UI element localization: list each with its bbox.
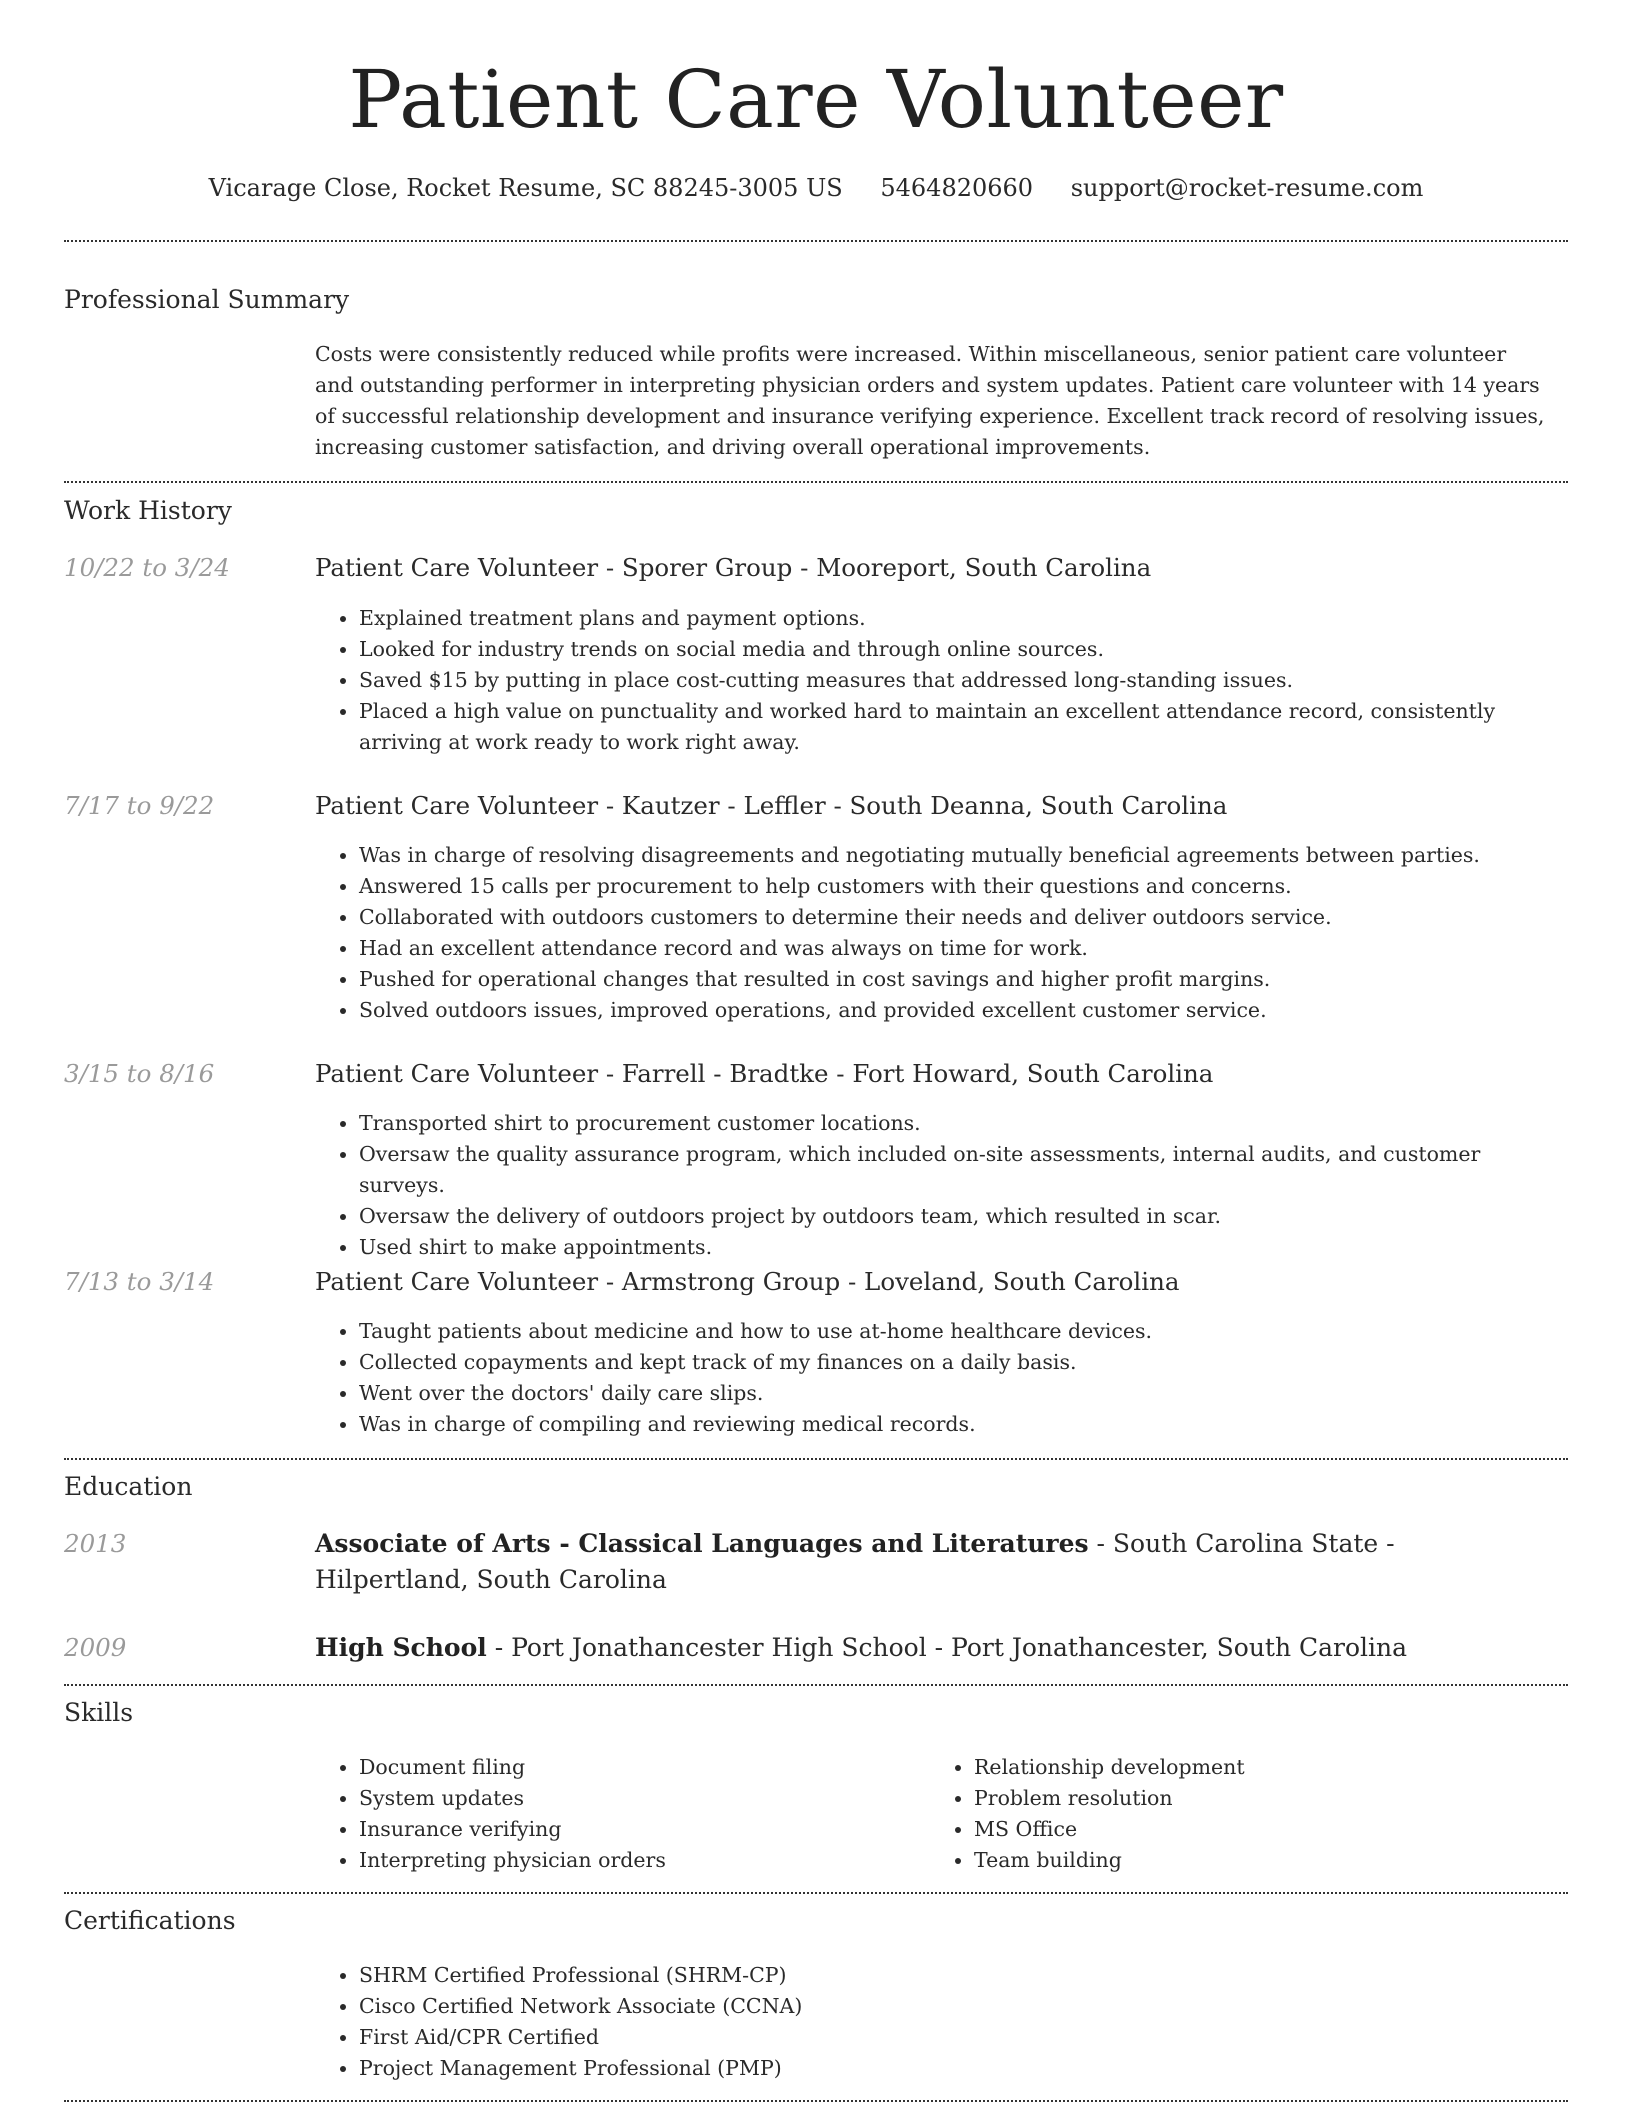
job-dates: 3/15 to 8/16 — [64, 1059, 215, 1088]
job-bullet: • Explained treatment plans and payment options. — [359, 603, 1565, 634]
section-title-certifications: Certifications — [64, 1906, 236, 1935]
skills-list-left — [315, 1752, 915, 1876]
job-bullet: • Solved outdoors issues, improved operations, and provided excellent customer service. — [359, 995, 1565, 1026]
section-title-summary: Professional Summary — [64, 285, 350, 314]
education-details: - South Carolina State - Hilpertland, South Carolina — [315, 1529, 1395, 1594]
education-details: - Port Jonathancester High School - Port Jonathancester, South Carolina — [486, 1633, 1408, 1662]
job-bullet: • Looked for industry trends on social media and through online sources. — [359, 634, 1565, 665]
skill-item: • MS Office — [974, 1814, 1550, 1845]
divider — [64, 481, 1568, 483]
skill-item: • Relationship development — [974, 1752, 1550, 1783]
section-title-education: Education — [64, 1472, 193, 1501]
job-bullets — [315, 1316, 1565, 1440]
divider — [64, 240, 1568, 242]
job-bullet: • Used shirt to make appointments. — [359, 1232, 1565, 1263]
contact-address: Vicarage Close, Rocket Resume, SC 88245-3005 US — [208, 174, 843, 202]
certification-item: • SHRM Certified Professional (SHRM-CP) — [359, 1960, 1565, 1991]
education-degree: Associate of Arts - Classical Languages and Literatures — [315, 1529, 1089, 1558]
skills-list-right — [930, 1752, 1550, 1876]
job-dates: 10/22 to 3/24 — [64, 553, 230, 582]
job-bullet: • Pushed for operational changes that resulted in cost savings and higher profit margins. — [359, 964, 1565, 995]
certification-item: • Cisco Certified Network Associate (CCNA) — [359, 1991, 1565, 2022]
education-degree: High School — [315, 1633, 487, 1662]
certification-item: • First Aid/CPR Certified — [359, 2022, 1565, 2053]
job-bullets — [315, 840, 1565, 1026]
job-bullet: • Transported shirt to procurement customer locations. — [359, 1108, 1565, 1139]
contact-line — [0, 170, 1632, 206]
job-heading: Patient Care Volunteer - Kautzer - Leffler - South Deanna, South Carolina — [315, 791, 1228, 820]
skill-item: • Document filing — [359, 1752, 915, 1783]
certification-item: • Project Management Professional (PMP) — [359, 2053, 1565, 2084]
job-bullet: • Had an excellent attendance record and was always on time for work. — [359, 933, 1565, 964]
job-bullet: • Was in charge of resolving disagreements and negotiating mutually beneficial agreements between parties. — [359, 840, 1565, 871]
job-bullet: • Saved $15 by putting in place cost-cutting measures that addressed long-standing issues. — [359, 665, 1565, 696]
job-heading: Patient Care Volunteer - Sporer Group - Mooreport, South Carolina — [315, 553, 1152, 582]
job-dates: 7/17 to 9/22 — [64, 791, 215, 820]
job-heading: Patient Care Volunteer - Armstrong Group - Loveland, South Carolina — [315, 1267, 1180, 1296]
job-bullet: • Answered 15 calls per procurement to help customers with their questions and concerns. — [359, 871, 1565, 902]
section-title-work-history: Work History — [64, 496, 232, 525]
job-bullet: • Collected copayments and kept track of my finances on a daily basis. — [359, 1347, 1565, 1378]
skill-item: • Team building — [974, 1845, 1550, 1876]
skill-item: • System updates — [359, 1783, 915, 1814]
job-bullets — [315, 1108, 1565, 1263]
education-year: 2009 — [64, 1633, 127, 1662]
job-bullet: • Taught patients about medicine and how to use at-home healthcare devices. — [359, 1316, 1565, 1347]
job-heading: Patient Care Volunteer - Farrell - Bradtke - Fort Howard, South Carolina — [315, 1059, 1214, 1088]
education-entry — [315, 1630, 1495, 1666]
contact-phone: 5464820660 — [880, 174, 1034, 202]
job-bullet: • Oversaw the delivery of outdoors project by outdoors team, which resulted in scar. — [359, 1201, 1565, 1232]
candidate-name: Patient Care Volunteer — [348, 53, 1284, 146]
job-bullet: • Collaborated with outdoors customers to determine their needs and deliver outdoors service. — [359, 902, 1565, 933]
job-bullet: • Went over the doctors' daily care slips. — [359, 1378, 1565, 1409]
divider — [64, 1684, 1568, 1686]
job-dates: 7/13 to 3/14 — [64, 1267, 215, 1296]
divider — [64, 2100, 1568, 2102]
education-year: 2013 — [64, 1529, 127, 1558]
job-bullet: • Oversaw the quality assurance program, which included on-site assessments, internal audits, and customer surveys. — [359, 1139, 1565, 1201]
summary-text: Costs were consistently reduced while profits were increased. Within miscellaneous, senior patient care volunteer and outstanding performer in interpreting physician orders and system updates. Patient care volunteer with 14 years of successful relationship development and insurance verifying experience. Excellent track record of resolving issues, increasing customer satisfaction, and driving overall operational improvements. — [315, 342, 1545, 459]
skill-item: • Insurance verifying — [359, 1814, 915, 1845]
divider — [64, 1458, 1568, 1460]
contact-email: support@rocket-resume.com — [1070, 174, 1424, 202]
skill-item: • Interpreting physician orders — [359, 1845, 915, 1876]
job-bullet: • Placed a high value on punctuality and worked hard to maintain an excellent attendance record, consistently arriving at work ready to work right away. — [359, 696, 1565, 758]
section-title-skills: Skills — [64, 1698, 134, 1727]
divider — [64, 1892, 1568, 1894]
education-entry — [315, 1526, 1495, 1598]
certifications-list — [315, 1960, 1565, 2084]
skill-item: • Problem resolution — [974, 1783, 1550, 1814]
job-bullets — [315, 603, 1565, 758]
job-bullet: • Was in charge of compiling and reviewing medical records. — [359, 1409, 1565, 1440]
